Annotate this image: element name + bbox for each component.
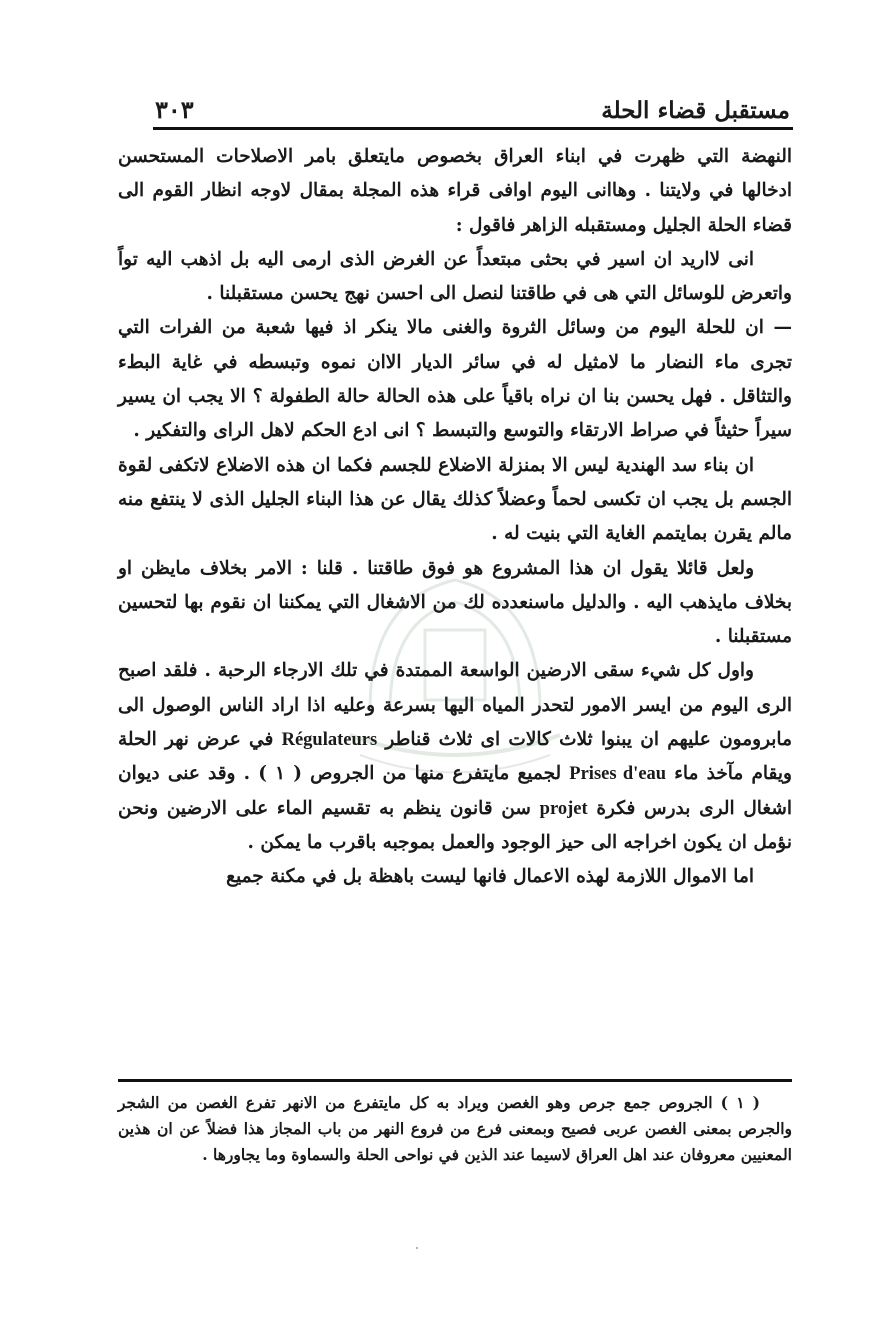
footnote — [118, 1090, 792, 1168]
paragraph-1: النهضة التي ظهرت في ابناء العراق بخصوص مايتعلق بامر الاصلاحات المستحسن ادخالها في ولايتنا . وهاانى اليوم اوافى قراء هذه المجلة بمقال لاوجه انظار القوم الى قضاء الحلة الجليل ومستقبله الزاهر فاقول : — [118, 146, 792, 236]
running-title: مستقبل قضاء الحلة — [601, 97, 790, 124]
header-rule — [153, 127, 793, 130]
footnote-text: ( ١ ) الجروص جمع جرص وهو الغصن ويراد به كل مايتفرع من الانهر تفرع الغصن من الشجر والجرص بمعنى الغصن عربى فصيح وبمعنى فرع من فروع النهر من باب المجاز هذا فضلاً عن ان هذين المعنيين معروفان عند اهل العراق لاسيما عند الذين في نواحى الحلة والسماوة وما يجاورها . — [118, 1093, 792, 1164]
paragraph-6-part-2: في عرض نهر الحلة ويقام مآخذ ماء — [118, 729, 792, 785]
page-header — [155, 84, 790, 124]
page-number: ٣٠٣ — [155, 95, 194, 124]
paper-speck — [416, 1247, 418, 1249]
term-regulateurs: Régulateurs — [281, 730, 378, 751]
paragraph-7: اما الاموال اللازمة لهذه الاعمال فانها ليست باهظة بل في مكنة جميع — [226, 866, 754, 888]
paragraph-4: ان بناء سد الهندية ليس الا بمنزلة الاضلاع للجسم فكما ان هذه الاضلاع لاتكفى لقوة الجسم بل يجب ان تكسى لحماً وعضلاً كذلك يقال عن هذا البناء الجليل الذى لا ينتفع منه مالم يقرن بمايتمم الغاية التي بنيت له . — [118, 454, 792, 545]
body-text — [118, 140, 792, 895]
paragraph-2: انى لااريد ان اسير في بحثى مبتعداً عن الغرض الذى ارمى اليه بل اذهب اليه تواً واتعرض للوسائل التي هى في طاقتنا لنصل الى احسن نهج يحسن مستقبلنا . — [118, 248, 792, 305]
term-projet: projet — [539, 798, 588, 819]
paragraph-6 — [118, 654, 792, 860]
paragraph-3: — ان للحلة اليوم من وسائل الثروة والغنى مالا ينكر اذ فيها شعبة من الفرات التي تجرى ماء النضار ما لامثيل له في سائر الديار الاان نموه وتبسطه في غاية البطء والتثاقل . فهل يحسن بنا ان نراه باقياً على هذه الحالة حالة الطفولة ؟ الا يجب ان يسير سيراً حثيثاً في صراط الارتقاء والتوسع والتبسط ؟ انى ادع الحكم لاهل الراى والتفكير . — [118, 317, 792, 442]
footnote-rule — [118, 1079, 792, 1082]
paragraph-5: ولعل قائلا يقول ان هذا المشروع هو فوق طاقتنا . قلنا : الامر بخلاف مايظن او بخلاف مايذهب اليه . والدليل ماسنعدده لك من الاشغال التي يمكننا ان نقوم بها لتحسين مستقبلنا . — [118, 557, 792, 648]
paragraph-6-part-4: سن قانون ينظم به تقسيم الماء على الارضين ونحن نؤمل ان يكون اخراجه الى حيز الوجود والعمل بموجبه باقرب ما يمكن . — [118, 797, 792, 853]
paragraph-6-part-1: واول كل شيء سقى الارضين الواسعة الممتدة في تلك الارجاء الرحبة . فلقد اصبح الرى اليوم من ايسر الامور لتحدر المياه اليها بسرعة وعليه اذا اراد الناس الوصول الى مابرومون عليهم ان يبنوا ثلاث كالات اى ثلاث قناطر — [118, 660, 792, 751]
paragraph-6-part-3: لجميع مايتفرع منها من الجروص ( ١ ) . وقد عنى ديوان اشغال الرى بدرس فكرة — [118, 763, 792, 819]
term-prises-deau: Prises d'eau — [569, 764, 667, 785]
